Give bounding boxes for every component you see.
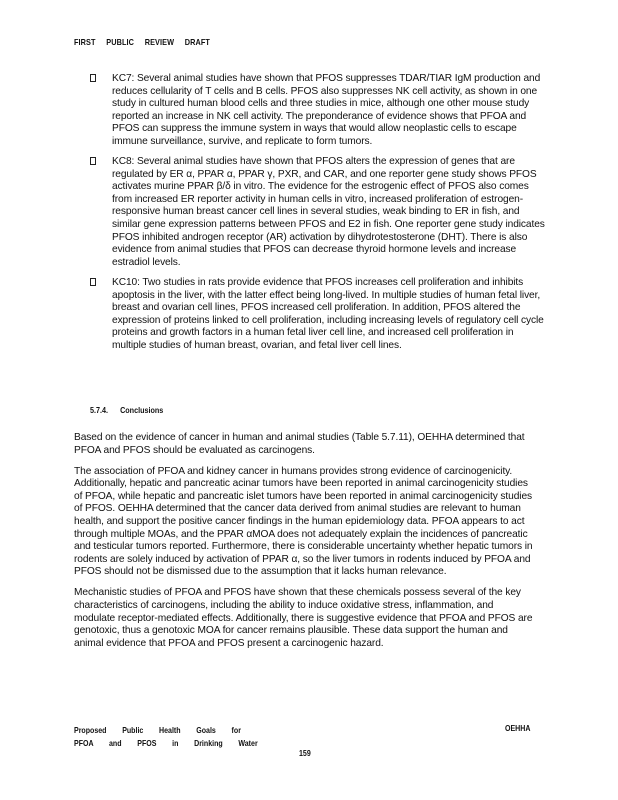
footer-agency: OEHHA	[505, 724, 531, 733]
footer-document-title	[74, 724, 258, 750]
list-item	[90, 73, 550, 149]
paragraph: Mechanistic studies of PFOA and PFOS have shown that these chemicals possess several of the key characteristics of carcinogens, including the ability to induce oxidative stress, inflammation, and modulate receptor-mediated effects. Additionally, there is suggestive evidence that PFOA and PFOS are genotoxic, thus a genotoxic MOA for cancer remains plausible. These data support the human and animal evidence that PFOA and PFOS present a carcinogenic hazard.	[74, 587, 533, 649]
list-item	[90, 156, 550, 269]
paragraph: Based on the evidence of cancer in human and animal studies (Table 5.7.11), OEHHA determined that PFOA and PFOS should be evaluated as carcinogens.	[74, 432, 525, 456]
bullet-text-kc10: KC10: Two studies in rats provide evidence that PFOS increases cell proliferation and inhibits apoptosis in the liver, with the latter effect being long-lived. In multiple studies of human fetal liver, breast and ovarian cell lines, PFOS increased cell proliferation. In addition, PFOS altered the expression of proteins linked to cell proliferation, including increasing levels of regulatory cell cycle proteins and growth factors in a human fetal liver cell line, and increased cell proliferation in multiple studies of human breast, ovarian, and fetal liver cell lines.	[112, 276, 544, 351]
footer-title-line: Proposed Public Health Goals for	[74, 726, 241, 735]
page-number: 159	[299, 749, 311, 758]
draft-header: FIRST PUBLIC REVIEW DRAFT	[74, 37, 210, 47]
section-heading	[90, 405, 163, 415]
key-characteristics-list	[90, 73, 550, 360]
footer-title-line: PFOA and PFOS in Drinking Water	[74, 739, 258, 748]
bullet-box-icon	[90, 74, 96, 82]
paragraph: The association of PFOA and kidney cancer in humans provides strong evidence of carcinogenicity. Additionally, hepatic and pancreatic acinar tumors have been reported in animal carcinogenicity studies of PFOA, while hepatic and pancreatic islet tumors have been reported in animal carcinogenicity studies of PFOS. OEHHA determined that the cancer data derived from animal studies are relevant to human health, and support the positive cancer findings in the human epidemiology data. PFOA appears to act through multiple MOAs, and the PPAR αMOA does not adequately explain the incidences of pancreatic and testicular tumors reported. Furthermore, there is considerable uncertainty whether hepatic tumors in rodents are solely induced by activation of PPAR α, so the liver tumors in rodents induced by PFOA and PFOS should not be dismissed due to the assumption that it lacks human relevance.	[74, 465, 533, 578]
section-title: Conclusions	[120, 405, 164, 415]
section-number: 5.7.4.	[90, 405, 109, 415]
conclusions-body	[74, 432, 536, 659]
bullet-text-kc8: KC8: Several animal studies have shown that PFOS alters the expression of genes that are regulated by ER α, PPAR α, PPAR γ, PXR, and CAR, and one reporter gene study shows PFOS activates murine PPAR β/δ in vitro. The evidence for the estrogenic effect of PFOS also comes from increased ER reporter activity in human cells in vitro, increased proliferation of estrogen-responsive human breast cancer cell lines in several studies, weak binding to ER in fish, and similar gene expression patterns between PFOS and E2 in fish. One reporter gene study indicates PFOS inhibited androgen receptor (AR) activation by dihydrotestosterone (DHT). There is also evidence from animal studies that PFOS can decrease thyroid hormone levels and increase estradiol levels.	[112, 156, 545, 268]
bullet-text-kc7: KC7: Several animal studies have shown that PFOS suppresses TDAR/TIAR IgM production and reduces cellularity of T cells and B cells. PFOS also suppresses NK cell activity, as shown in one study in cultured human blood cells and three studies in mice, although one other mouse study reported an increase in NK cell activity. The preponderance of evidence shows that PFOA and PFOS can suppress the immune system in ways that would allow neoplastic cells to escape immune surveillance, survive, and replicate to form tumors.	[112, 73, 541, 147]
bullet-box-icon	[90, 278, 96, 286]
bullet-box-icon	[90, 157, 96, 165]
list-item	[90, 277, 550, 353]
